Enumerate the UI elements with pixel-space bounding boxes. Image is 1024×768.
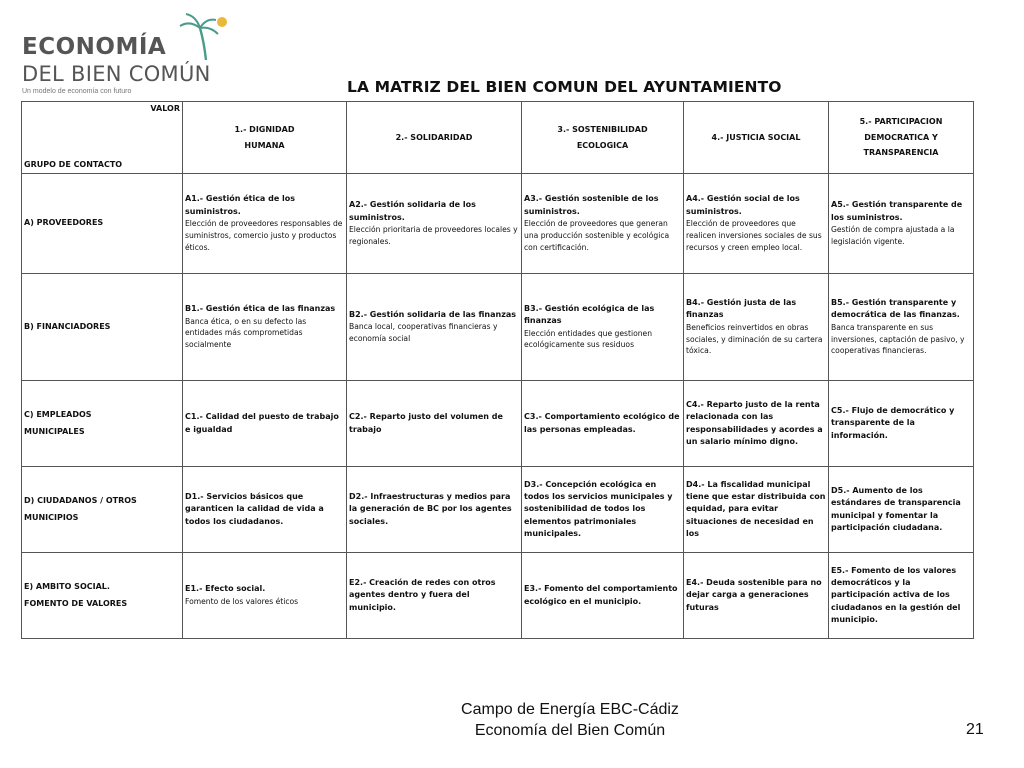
cell-a3 — [522, 174, 684, 274]
group-label-a: A) PROVEEDORES — [22, 174, 183, 274]
cell-d5-title: D5.- Aumento de los estándares de transparencia municipal y fomentar la participación ciudadana. — [831, 485, 961, 532]
ebc-logo — [20, 12, 240, 100]
cell-b2-title: B2.- Gestión solidaria de las finanzas — [349, 310, 517, 320]
cell-d1-title: D1.- Servicios básicos que garanticen la calidad de vida a todos los ciudadanos. — [185, 491, 324, 526]
matrix-row-e — [22, 553, 974, 639]
cell-d2 — [347, 467, 522, 553]
cell-d3-title: D3.- Concepción ecológica en todos los servicios municipales y sostenibilidad de todos los elementos patrimoniales municipales. — [524, 479, 673, 539]
cell-e1-title: E1.- Efecto social. — [185, 584, 266, 594]
cell-a2-title: A2.- Gestión solidaria de los suministros. — [349, 200, 476, 222]
values-header-row — [22, 102, 974, 174]
value-header-4: 4.- JUSTICIA SOCIAL — [684, 102, 829, 174]
cell-e5 — [829, 553, 974, 639]
page-number: 21 — [966, 721, 984, 738]
cell-b2 — [347, 274, 522, 381]
cell-c5-title: C5.- Flujo de democrático y transparente de la información. — [831, 405, 955, 440]
value-header-2: 2.- SOLIDARIDAD — [347, 102, 522, 174]
cell-e2 — [347, 553, 522, 639]
cell-d3 — [522, 467, 684, 553]
corner-valor-label: VALOR — [150, 104, 180, 113]
cell-b2-desc: Banca local, cooperativas financieras y economía social — [349, 322, 498, 344]
group-label-d: D) CIUDADANOS / OTROS MUNICIPIOS — [22, 467, 183, 553]
cell-d4 — [684, 467, 829, 553]
cell-c5 — [829, 381, 974, 467]
matrix-row-c — [22, 381, 974, 467]
cell-a4-desc: Elección de proveedores que realicen inversiones sociales de sus recursos y creen empleo local. — [686, 219, 822, 252]
cell-e1 — [183, 553, 347, 639]
cell-a1-desc: Elección de proveedores responsables de suministros, comercio justo y productos éticos. — [185, 219, 343, 252]
cell-b3-title: B3.- Gestión ecológica de las finanzas — [524, 303, 655, 326]
cell-c3-title: C3.- Comportamiento ecológico de las personas empleadas. — [524, 412, 680, 434]
cell-d2-title: D2.- Infraestructuras y medios para la generación de BC por los agentes sociales. — [349, 491, 512, 526]
cell-e5-title: E5.- Fomento de los valores democráticos y la participación activa de los ciudadanos en la gestión del municipio. — [831, 565, 961, 625]
value-header-1: 1.- DIGNIDAD HUMANA — [183, 102, 347, 174]
cell-b5 — [829, 274, 974, 381]
matrix-title: LA MATRIZ DEL BIEN COMUN DEL AYUNTAMIENTO — [347, 78, 782, 96]
cell-e3 — [522, 553, 684, 639]
cell-e1-desc: Fomento de los valores éticos — [185, 596, 299, 606]
cell-b4-title: B4.- Gestión justa de las finanzas — [686, 297, 797, 320]
cell-a4-title: A4.- Gestión social de los suministros. — [686, 194, 800, 216]
cell-c2-title: C2.- Reparto justo del volumen de trabajo — [349, 412, 503, 434]
cell-d4-title: D4.- La fiscalidad municipal tiene que estar distribuida con equidad, para evitar situaciones de necesidad en los — [686, 479, 826, 539]
logo-line-2: DEL BIEN COMÚN — [22, 62, 211, 86]
value-header-5: 5.- PARTICIPACION DEMOCRATICA Y TRANSPARENCIA — [829, 102, 974, 174]
value-header-3: 3.- SOSTENIBILIDAD ECOLOGICA — [522, 102, 684, 174]
cell-a1-title: A1.- Gestión ética de los suministros. — [185, 194, 296, 216]
cell-b1-desc: Banca ética, o en su defecto las entidades más comprometidas socialmente — [185, 316, 307, 350]
cell-b1 — [183, 274, 347, 381]
footer-line-2: Economía del Bien Común — [474, 721, 666, 739]
cell-a3-title: A3.- Gestión sostenible de los suministros. — [524, 194, 659, 216]
cell-c3 — [522, 381, 684, 467]
cell-b1-title: B1.- Gestión ética de las finanzas — [185, 304, 336, 314]
cell-b3-desc: Elección entidades que gestionen ecológicamente sus residuos — [524, 328, 653, 350]
cell-a2 — [347, 174, 522, 274]
cell-b5-title: B5.- Gestión transparente y democrática de las finanzas. — [831, 297, 960, 320]
cell-c4 — [684, 381, 829, 467]
cell-a3-desc: Elección de proveedores que generan una producción sostenible y ecológica con certificación. — [524, 219, 670, 252]
cell-a5 — [829, 174, 974, 274]
corner-grupo-label: GRUPO DE CONTACTO — [24, 159, 123, 169]
cell-c2 — [347, 381, 522, 467]
matrix-row-d — [22, 467, 974, 553]
cell-d1 — [183, 467, 347, 553]
cell-e4 — [684, 553, 829, 639]
slide-footer — [440, 700, 700, 742]
group-label-e: E) AMBITO SOCIAL. FOMENTO DE VALORES — [22, 553, 183, 639]
cell-b5-desc: Banca transparente en sus inversiones, captación de pasivo, y cooperativas financieras. — [831, 322, 965, 356]
group-label-b: B) FINANCIADORES — [22, 274, 183, 381]
cell-a1 — [183, 174, 347, 274]
cell-b4 — [684, 274, 829, 381]
corner-header — [22, 102, 183, 174]
palm-tree-icon — [176, 12, 232, 62]
logo-line-1: ECONOMÍA — [22, 34, 167, 60]
cell-c1 — [183, 381, 347, 467]
cell-c1-title: C1.- Calidad del puesto de trabajo e igualdad — [185, 412, 339, 434]
footer-line-1: Campo de Energía EBC-Cádiz — [461, 701, 679, 718]
cell-d5 — [829, 467, 974, 553]
cell-b4-desc: Beneficios reinvertidos en obras sociales, y diminación de su cartera tóxica. — [686, 322, 823, 356]
matrix-row-a — [22, 174, 974, 274]
cell-b3 — [522, 274, 684, 381]
cell-a4 — [684, 174, 829, 274]
cell-a5-desc: Gestión de compra ajustada a la legislación vigente. — [831, 225, 955, 246]
cell-a5-title: A5.- Gestión transparente de los suministros. — [831, 200, 963, 222]
cell-c4-title: C4.- Reparto justo de la renta relacionada con las responsabilidades y acordes a un salario mínimo digno. — [686, 399, 823, 446]
cell-e2-title: E2.- Creación de redes con otros agentes dentro y fuera del municipio. — [349, 577, 496, 612]
matrix-row-b — [22, 274, 974, 381]
cell-e4-title: E4.- Deuda sostenible para no dejar carga a generaciones futuras — [686, 577, 822, 612]
cell-a2-desc: Elección prioritaria de proveedores locales y regionales. — [349, 225, 518, 246]
group-label-c: C) EMPLEADOS MUNICIPALES — [22, 381, 183, 467]
cell-e3-title: E3.- Fomento del comportamiento ecológico en el municipio. — [524, 584, 678, 606]
logo-tagline: Un modelo de economía con futuro — [22, 88, 132, 95]
bien-comun-matrix — [21, 101, 974, 639]
